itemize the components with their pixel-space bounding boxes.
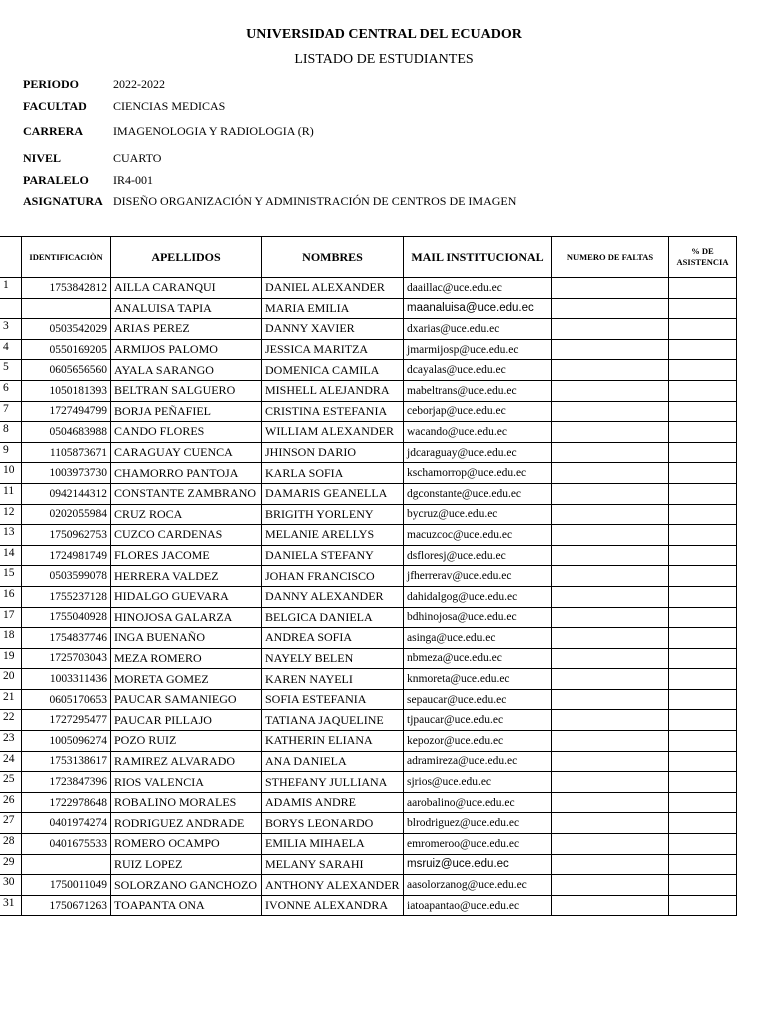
table-row: [0, 442, 737, 463]
apellidos-cell: CARAGUAY CUENCA: [111, 442, 262, 463]
table-row: [0, 545, 737, 566]
meta-asignatura: [23, 194, 516, 209]
mail-cell: jdcaraguay@uce.edu.ec: [404, 442, 552, 463]
mail-cell: jfherrerav@uce.edu.ec: [404, 566, 552, 587]
apellidos-cell: BELTRAN SALGUERO: [111, 380, 262, 401]
apellidos-cell: CONSTANTE ZAMBRANO: [111, 483, 262, 504]
nombres-cell: MELANIE ARELLYS: [262, 525, 404, 546]
asistencia-cell: [669, 339, 737, 360]
mail-cell: sepaucar@uce.edu.ec: [404, 689, 552, 710]
asistencia-cell: [669, 854, 737, 875]
apellidos-cell: AYALA SARANGO: [111, 360, 262, 381]
nombres-cell: MISHELL ALEJANDRA: [262, 380, 404, 401]
apellidos-cell: ANALUISA TAPIA: [111, 298, 262, 319]
mail-cell: aasolorzanog@uce.edu.ec: [404, 875, 552, 896]
apellidos-cell: BORJA PEÑAFIEL: [111, 401, 262, 422]
mail-cell: kschamorrop@uce.edu.ec: [404, 463, 552, 484]
nombres-cell: DANNY XAVIER: [262, 319, 404, 340]
col-header-faltas: NUMERO DE FALTAS: [552, 237, 669, 278]
identificacion-cell: 0503542029: [22, 319, 111, 340]
meta-value: CIENCIAS MEDICAS: [113, 99, 226, 113]
mail-cell: bdhinojosa@uce.edu.ec: [404, 607, 552, 628]
identificacion-cell: 1727494799: [22, 401, 111, 422]
identificacion-cell: 0401974274: [22, 813, 111, 834]
apellidos-cell: HINOJOSA GALARZA: [111, 607, 262, 628]
apellidos-cell: FLORES JACOME: [111, 545, 262, 566]
row-number: 30: [0, 875, 22, 896]
asistencia-cell: [669, 792, 737, 813]
table-row: [0, 298, 737, 319]
apellidos-cell: HERRERA VALDEZ: [111, 566, 262, 587]
mail-cell: adramireza@uce.edu.ec: [404, 751, 552, 772]
col-header-apellidos: APELLIDOS: [111, 237, 262, 278]
apellidos-cell: CUZCO CARDENAS: [111, 525, 262, 546]
nombres-cell: ANA DANIELA: [262, 751, 404, 772]
identificacion-cell: 1724981749: [22, 545, 111, 566]
meta-facultad: [23, 99, 225, 114]
identificacion-cell: 0605170653: [22, 689, 111, 710]
row-number: 18: [0, 628, 22, 649]
row-number: 6: [0, 380, 22, 401]
row-number: 21: [0, 689, 22, 710]
table-row: [0, 669, 737, 690]
nombres-cell: NAYELY BELEN: [262, 648, 404, 669]
identificacion-cell: 1003973730: [22, 463, 111, 484]
mail-cell: msruiz@uce.edu.ec: [404, 854, 552, 875]
row-number: 24: [0, 751, 22, 772]
mail-cell: dxarias@uce.edu.ec: [404, 319, 552, 340]
identificacion-cell: 1105873671: [22, 442, 111, 463]
identificacion-cell: 0605656560: [22, 360, 111, 381]
faltas-cell: [552, 895, 669, 916]
asistencia-cell: [669, 895, 737, 916]
identificacion-cell: 0550169205: [22, 339, 111, 360]
row-number: 11: [0, 483, 22, 504]
mail-cell: kepozor@uce.edu.ec: [404, 731, 552, 752]
mail-cell: iatoapantao@uce.edu.ec: [404, 895, 552, 916]
table-row: [0, 483, 737, 504]
faltas-cell: [552, 772, 669, 793]
identificacion-cell: 1750962753: [22, 525, 111, 546]
asistencia-cell: [669, 380, 737, 401]
mail-cell: blrodriguez@uce.edu.ec: [404, 813, 552, 834]
nombres-cell: JOHAN FRANCISCO: [262, 566, 404, 587]
asistencia-cell: [669, 586, 737, 607]
apellidos-cell: RAMIREZ ALVARADO: [111, 751, 262, 772]
table-row: [0, 648, 737, 669]
table-row: [0, 566, 737, 587]
identificacion-cell: [22, 854, 111, 875]
row-number: 12: [0, 504, 22, 525]
row-number: 14: [0, 545, 22, 566]
faltas-cell: [552, 792, 669, 813]
mail-cell: bycruz@uce.edu.ec: [404, 504, 552, 525]
faltas-cell: [552, 360, 669, 381]
apellidos-cell: SOLORZANO GANCHOZO: [111, 875, 262, 896]
apellidos-cell: CANDO FLORES: [111, 422, 262, 443]
table-row: [0, 339, 737, 360]
nombres-cell: JESSICA MARITZA: [262, 339, 404, 360]
faltas-cell: [552, 834, 669, 855]
faltas-cell: [552, 854, 669, 875]
faltas-cell: [552, 586, 669, 607]
identificacion-cell: 1755237128: [22, 586, 111, 607]
asistencia-cell: [669, 463, 737, 484]
list-subtitle: LISTADO DE ESTUDIANTES: [294, 52, 474, 67]
asistencia-cell: [669, 607, 737, 628]
nombres-cell: ADAMIS ANDRE: [262, 792, 404, 813]
asistencia-cell: [669, 689, 737, 710]
row-number: 10: [0, 463, 22, 484]
apellidos-cell: CHAMORRO PANTOJA: [111, 463, 262, 484]
identificacion-cell: 0504683988: [22, 422, 111, 443]
nombres-cell: ANTHONY ALEXANDER: [262, 875, 404, 896]
faltas-cell: [552, 442, 669, 463]
row-number: 7: [0, 401, 22, 422]
apellidos-cell: ROBALINO MORALES: [111, 792, 262, 813]
apellidos-cell: ARIAS PEREZ: [111, 319, 262, 340]
mail-cell: dahidalgog@uce.edu.ec: [404, 586, 552, 607]
faltas-cell: [552, 751, 669, 772]
nombres-cell: SOFIA ESTEFANIA: [262, 689, 404, 710]
asistencia-cell: [669, 525, 737, 546]
apellidos-cell: MEZA ROMERO: [111, 648, 262, 669]
nombres-cell: DOMENICA CAMILA: [262, 360, 404, 381]
asistencia-cell: [669, 545, 737, 566]
nombres-cell: TATIANA JAQUELINE: [262, 710, 404, 731]
asistencia-cell: [669, 710, 737, 731]
mail-cell: wacando@uce.edu.ec: [404, 422, 552, 443]
mail-cell: emromeroo@uce.edu.ec: [404, 834, 552, 855]
asistencia-cell: [669, 648, 737, 669]
identificacion-cell: [22, 298, 111, 319]
identificacion-cell: 0942144312: [22, 483, 111, 504]
meta-label: PERIODO: [23, 77, 80, 91]
mail-cell: tjpaucar@uce.edu.ec: [404, 710, 552, 731]
faltas-cell: [552, 504, 669, 525]
asistencia-cell: [669, 298, 737, 319]
col-header-mail: MAIL INSTITUCIONAL: [404, 237, 552, 278]
row-number: 9: [0, 442, 22, 463]
nombres-cell: DAMARIS GEANELLA: [262, 483, 404, 504]
asistencia-cell: [669, 278, 737, 299]
nombres-cell: WILLIAM ALEXANDER: [262, 422, 404, 443]
asistencia-cell: [669, 731, 737, 752]
table-row: [0, 792, 737, 813]
asistencia-cell: [669, 772, 737, 793]
mail-cell: maanaluisa@uce.edu.ec: [404, 298, 552, 319]
meta-label: NIVEL: [23, 151, 62, 165]
row-number: 22: [0, 710, 22, 731]
asistencia-cell: [669, 669, 737, 690]
faltas-cell: [552, 731, 669, 752]
identificacion-cell: 1003311436: [22, 669, 111, 690]
identificacion-cell: 1754837746: [22, 628, 111, 649]
identificacion-cell: 1725703043: [22, 648, 111, 669]
table-row: [0, 504, 737, 525]
table-row: [0, 607, 737, 628]
faltas-cell: [552, 298, 669, 319]
faltas-cell: [552, 278, 669, 299]
identificacion-cell: 1755040928: [22, 607, 111, 628]
meta-label: FACULTAD: [23, 99, 87, 113]
identificacion-cell: 1723847396: [22, 772, 111, 793]
asistencia-cell: [669, 504, 737, 525]
faltas-cell: [552, 483, 669, 504]
table-row: [0, 401, 737, 422]
apellidos-cell: TOAPANTA ONA: [111, 895, 262, 916]
identificacion-cell: 0503599078: [22, 566, 111, 587]
nombres-cell: BRIGITH YORLENY: [262, 504, 404, 525]
identificacion-cell: 1722978648: [22, 792, 111, 813]
mail-cell: ceborjap@uce.edu.ec: [404, 401, 552, 422]
apellidos-cell: HIDALGO GUEVARA: [111, 586, 262, 607]
asistencia-cell: [669, 401, 737, 422]
asistencia-cell: [669, 422, 737, 443]
meta-label: ASIGNATURA: [23, 194, 103, 208]
faltas-cell: [552, 648, 669, 669]
meta-value: CUARTO: [113, 151, 162, 165]
meta-paralelo: [23, 173, 153, 188]
table-row: [0, 895, 737, 916]
apellidos-cell: AILLA CARANQUI: [111, 278, 262, 299]
table-row: [0, 586, 737, 607]
row-number: 15: [0, 566, 22, 587]
table-row: [0, 628, 737, 649]
faltas-cell: [552, 607, 669, 628]
nombres-cell: ANDREA SOFIA: [262, 628, 404, 649]
table-row: [0, 380, 737, 401]
apellidos-cell: CRUZ ROCA: [111, 504, 262, 525]
row-number: 3: [0, 319, 22, 340]
nombres-cell: KAREN NAYELI: [262, 669, 404, 690]
faltas-cell: [552, 339, 669, 360]
faltas-cell: [552, 813, 669, 834]
table-row: [0, 319, 737, 340]
nombres-cell: BORYS LEONARDO: [262, 813, 404, 834]
faltas-cell: [552, 628, 669, 649]
identificacion-cell: 1050181393: [22, 380, 111, 401]
nombres-cell: EMILIA MIHAELA: [262, 834, 404, 855]
apellidos-cell: RIOS VALENCIA: [111, 772, 262, 793]
table-row: [0, 834, 737, 855]
nombres-cell: DANIEL ALEXANDER: [262, 278, 404, 299]
meta-label: PARALELO: [23, 173, 89, 187]
identificacion-cell: 1753138617: [22, 751, 111, 772]
mail-cell: dcayalas@uce.edu.ec: [404, 360, 552, 381]
asistencia-cell: [669, 813, 737, 834]
table-row: [0, 422, 737, 443]
table-row: [0, 689, 737, 710]
nombres-cell: MELANY SARAHI: [262, 854, 404, 875]
asistencia-cell: [669, 319, 737, 340]
identificacion-cell: 1750671263: [22, 895, 111, 916]
asistencia-cell: [669, 483, 737, 504]
table-row: [0, 525, 737, 546]
row-number: 26: [0, 792, 22, 813]
asistencia-cell: [669, 751, 737, 772]
apellidos-cell: ROMERO OCAMPO: [111, 834, 262, 855]
meta-label: CARRERA: [23, 124, 83, 138]
faltas-cell: [552, 422, 669, 443]
table-row: [0, 710, 737, 731]
col-header-asistencia: % DE ASISTENCIA: [669, 237, 737, 278]
faltas-cell: [552, 669, 669, 690]
students-table: [0, 236, 737, 916]
nombres-cell: DANNY ALEXANDER: [262, 586, 404, 607]
faltas-cell: [552, 875, 669, 896]
nombres-cell: MARIA EMILIA: [262, 298, 404, 319]
university-title: UNIVERSIDAD CENTRAL DEL ECUADOR: [246, 27, 522, 42]
table-row: [0, 278, 737, 299]
meta-value: IR4-001: [113, 173, 153, 187]
mail-cell: daaillac@uce.edu.ec: [404, 278, 552, 299]
mail-cell: nbmeza@uce.edu.ec: [404, 648, 552, 669]
identificacion-cell: 1005096274: [22, 731, 111, 752]
mail-cell: knmoreta@uce.edu.ec: [404, 669, 552, 690]
mail-cell: dgconstante@uce.edu.ec: [404, 483, 552, 504]
row-number: 16: [0, 586, 22, 607]
mail-cell: asinga@uce.edu.ec: [404, 628, 552, 649]
faltas-cell: [552, 380, 669, 401]
row-number: 8: [0, 422, 22, 443]
meta-value: 2022-2022: [113, 77, 165, 91]
nombres-cell: JHINSON DARIO: [262, 442, 404, 463]
asistencia-cell: [669, 566, 737, 587]
nombres-cell: STHEFANY JULLIANA: [262, 772, 404, 793]
table-row: [0, 813, 737, 834]
mail-cell: sjrios@uce.edu.ec: [404, 772, 552, 793]
row-number: 17: [0, 607, 22, 628]
row-number: 4: [0, 339, 22, 360]
faltas-cell: [552, 566, 669, 587]
mail-cell: jmarmijosp@uce.edu.ec: [404, 339, 552, 360]
asistencia-cell: [669, 442, 737, 463]
identificacion-cell: 1753842812: [22, 278, 111, 299]
meta-nivel: [23, 151, 161, 166]
row-number: 31: [0, 895, 22, 916]
table-row: [0, 875, 737, 896]
table-row: [0, 463, 737, 484]
nombres-cell: CRISTINA ESTEFANIA: [262, 401, 404, 422]
faltas-cell: [552, 689, 669, 710]
table-row: [0, 360, 737, 381]
row-number: 29: [0, 854, 22, 875]
mail-cell: aarobalino@uce.edu.ec: [404, 792, 552, 813]
row-number: 20: [0, 669, 22, 690]
faltas-cell: [552, 401, 669, 422]
row-number: 28: [0, 834, 22, 855]
meta-periodo: [23, 77, 165, 92]
faltas-cell: [552, 710, 669, 731]
meta-value: DISEÑO ORGANIZACIÓN Y ADMINISTRACIÓN DE CENTROS DE IMAGEN: [113, 194, 517, 208]
identificacion-cell: 0401675533: [22, 834, 111, 855]
nombres-cell: IVONNE ALEXANDRA: [262, 895, 404, 916]
row-number: 27: [0, 813, 22, 834]
nombres-cell: KATHERIN ELIANA: [262, 731, 404, 752]
mail-cell: mabeltrans@uce.edu.ec: [404, 380, 552, 401]
nombres-cell: BELGICA DANIELA: [262, 607, 404, 628]
nombres-cell: KARLA SOFIA: [262, 463, 404, 484]
row-number: [0, 298, 22, 319]
apellidos-cell: RODRIGUEZ ANDRADE: [111, 813, 262, 834]
row-number: 5: [0, 360, 22, 381]
apellidos-cell: PAUCAR SAMANIEGO: [111, 689, 262, 710]
nombres-cell: DANIELA STEFANY: [262, 545, 404, 566]
faltas-cell: [552, 463, 669, 484]
apellidos-cell: INGA BUENAÑO: [111, 628, 262, 649]
mail-cell: macuzcoc@uce.edu.ec: [404, 525, 552, 546]
col-header-index: [0, 237, 22, 278]
faltas-cell: [552, 319, 669, 340]
apellidos-cell: POZO RUIZ: [111, 731, 262, 752]
apellidos-cell: ARMIJOS PALOMO: [111, 339, 262, 360]
meta-carrera: [23, 124, 314, 139]
meta-value: IMAGENOLOGIA Y RADIOLOGIA (R): [113, 124, 314, 138]
row-number: 13: [0, 525, 22, 546]
apellidos-cell: MORETA GOMEZ: [111, 669, 262, 690]
identificacion-cell: 1750011049: [22, 875, 111, 896]
identificacion-cell: 1727295477: [22, 710, 111, 731]
table-row: [0, 751, 737, 772]
asistencia-cell: [669, 628, 737, 649]
table-header-row: [0, 237, 737, 278]
asistencia-cell: [669, 360, 737, 381]
col-header-nombres: NOMBRES: [262, 237, 404, 278]
table-row: [0, 854, 737, 875]
asistencia-cell: [669, 875, 737, 896]
identificacion-cell: 0202055984: [22, 504, 111, 525]
col-header-identificacion: IDENTIFICACIÒN: [22, 237, 111, 278]
table-row: [0, 772, 737, 793]
row-number: 19: [0, 648, 22, 669]
row-number: 25: [0, 772, 22, 793]
faltas-cell: [552, 545, 669, 566]
apellidos-cell: PAUCAR PILLAJO: [111, 710, 262, 731]
mail-cell: dsfloresj@uce.edu.ec: [404, 545, 552, 566]
asistencia-cell: [669, 834, 737, 855]
row-number: 23: [0, 731, 22, 752]
faltas-cell: [552, 525, 669, 546]
table-row: [0, 731, 737, 752]
row-number: 1: [0, 278, 22, 299]
apellidos-cell: RUIZ LOPEZ: [111, 854, 262, 875]
